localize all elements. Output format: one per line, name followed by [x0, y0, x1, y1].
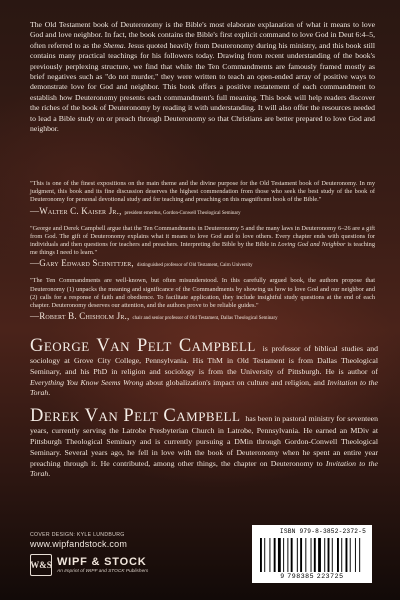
- endorser-name: —Robert B. Chisholm Jr.,: [30, 311, 130, 322]
- cover-design-credit: COVER DESIGN: KYLE LUNDBURG: [30, 532, 125, 538]
- barcode-bar: [341, 538, 342, 572]
- barcode-bar: [311, 538, 312, 572]
- barcode-bar: [264, 538, 265, 572]
- publisher-website: www.wipfandstock.com: [30, 539, 128, 549]
- barcode-bar: [300, 538, 302, 572]
- barcode-bar: [346, 538, 348, 572]
- barcode-bar: [287, 538, 288, 572]
- barcode-bar: [332, 538, 333, 572]
- quote-text-end: is teaching me things I need to learn.": [30, 241, 375, 257]
- barcode-bar: [359, 538, 360, 572]
- publisher-name: WIPF & STOCK: [57, 555, 147, 568]
- author-name: George Van Pelt Campbell: [30, 336, 256, 356]
- barcode-bar: [274, 538, 276, 572]
- barcode-bar: [297, 538, 298, 572]
- description-text-continued: . Jesus quoted heavily from Deuteronomy during his ministry, and this book still contains many practical teachings for his followers today. Drawing from recent understanding of the book's previously perplexing structure, we find that while the Ten Commandments are famously framed mostly as brief negatives such as "do not murder," they were written to teach an open-ended array of positive ways to demonstrate love for God and neighbor. This book offers a positive restatement of each commandment to establish how Deuteronomy presents each commandment's full meaning. This book will help readers discover the riches of the book of Deuteronomy by reading it with understanding. It will also offer the resources needed to lead a Bible study on or preach through Deuteronomy so that Christians are better prepared to love God and neighbor.: [30, 40, 376, 134]
- author-bio-george: [30, 337, 378, 399]
- author-name: Derek Van Pelt Campbell: [30, 406, 241, 427]
- description-text: The Old Testament book of Deuteronomy is the Bible's most elaborate explanation of what it means to love God and love neighbor. In fact, the book contains the Bible's first explicit command to love God in Deut 6:4–5, often referred to as the: [30, 20, 375, 50]
- barcode-bar: [283, 538, 284, 572]
- book-title: Everything You Know Seems Wrong: [30, 377, 144, 387]
- bio-text: .: [48, 388, 51, 398]
- endorsement-quote: "This is one of the finest expositions on the main theme and the divine purpose for the Old Testament book of Deuteronomy. In my judgment, this book and its fine discussion deserves the highest commendation from those who seek the best study of the book of Deuteronomy for personal devotional study and for teaching and preaching on this magnificent book of the Bible.": [30, 180, 375, 204]
- barcode-bar: [337, 538, 339, 572]
- book-title-reference: Loving God and Neighbor: [277, 241, 346, 249]
- endorser-signature: [30, 258, 375, 271]
- endorsement-quote: [30, 225, 375, 258]
- endorser-title: distinguished professor of Old Testament, Cairn University: [136, 263, 253, 269]
- publisher-text: [57, 556, 148, 575]
- endorser-name: —Walter C. Kaiser Jr.,: [30, 205, 122, 216]
- endorser-name: —Gary Edward Schnittjer,: [30, 258, 134, 269]
- shema-term: Shema: [103, 40, 124, 50]
- barcode-bar: [278, 538, 281, 572]
- barcode-bar: [350, 538, 351, 572]
- endorsement-schnittjer: [30, 225, 375, 272]
- publisher-tagline: An Imprint of WIPF and STOCK Publishers: [57, 568, 149, 574]
- endorser-signature: [30, 311, 375, 324]
- barcode-bar: [305, 538, 306, 572]
- bio-text: about globalization's impact on culture and religion, and: [143, 377, 328, 387]
- bio-text: has been in pastoral ministry for seventeen years, currently serving the Latrobe Presbyterian Church in Latrobe, Pennsylvania. He earned an MDiv at Pittsburgh Theological Seminary and is currently pursuing a DMin through Gordon-Conwell Theological Seminary. Several years ago, he fell in love with the book of Deuteronomy when he spent an entire year preaching through it. He contributed, among other things, the chapter on Deuteronomy to: [30, 414, 378, 468]
- endorsements: [30, 180, 375, 330]
- book-title: Invitation to the Torah: [30, 377, 379, 398]
- barcode-digits: 9 798385 223725: [280, 573, 344, 580]
- quote-text: "George and Derek Campbell argue that the Ten Commandments in Deuteronomy 5 and the many laws in Deuteronomy 6–26 are a gift from God. The gift of Deuteronomy explains what it means to love God and to love others. Every chapter ends with questions for individuals and then questions for teachers and preachers. Interpreting the Bible by the Bible in: [30, 224, 375, 249]
- isbn-number: ISBN 979-8-3852-2372-5: [279, 528, 366, 535]
- endorser-title: president emeritus, Gordon-Conwell Theological Seminary: [124, 210, 241, 216]
- endorser-signature: [30, 206, 375, 219]
- publisher-logo-icon: W&S: [30, 554, 52, 576]
- book-title: Invitation to the Torah: [30, 458, 378, 479]
- endorsement-chisholm: [30, 277, 375, 324]
- bio-text: .: [48, 469, 51, 479]
- author-bios: [30, 337, 378, 488]
- barcode-bar: [314, 538, 316, 572]
- barcode-bar: [318, 538, 321, 572]
- author-bio-derek: [30, 407, 378, 480]
- footer-credits: [30, 532, 180, 576]
- bio-text: is professor of biblical studies and sociology at Grove City College, Pennsylvania. His ThM in Old Testament is from Dallas Theological Seminary, and his PhD in religion and sociology is from the University of Pittsburgh. He is author of: [30, 344, 378, 376]
- isbn-barcode: [252, 525, 372, 583]
- barcode-bar: [355, 538, 356, 572]
- endorsement-kaiser: [30, 180, 375, 219]
- barcode-bars-icon: [260, 538, 364, 572]
- barcode-bar: [291, 538, 293, 572]
- barcode-bar: [269, 538, 270, 572]
- barcode-bar: [328, 538, 330, 572]
- endorsement-quote: "The Ten Commandments are well-known, but often misunderstood. In this carefully argued book, the authors propose that Deuteronomy (1) unpacks the meaning and significance of the Commandments by showing us how to love God and our neighbor and (2) calls for a response of faith and obedience. To facilitate application, they include insightful study questions at the end of each chapter. Deuteronomy deserves our attention, and the authors prove to be reliable guides.": [30, 277, 375, 310]
- barcode-bar: [260, 538, 262, 572]
- publisher-block: [30, 554, 180, 576]
- barcode-bar: [324, 538, 325, 572]
- endorser-title: chair and senior professor of Old Testament, Dallas Theological Seminary: [132, 316, 278, 322]
- book-description: [30, 20, 375, 134]
